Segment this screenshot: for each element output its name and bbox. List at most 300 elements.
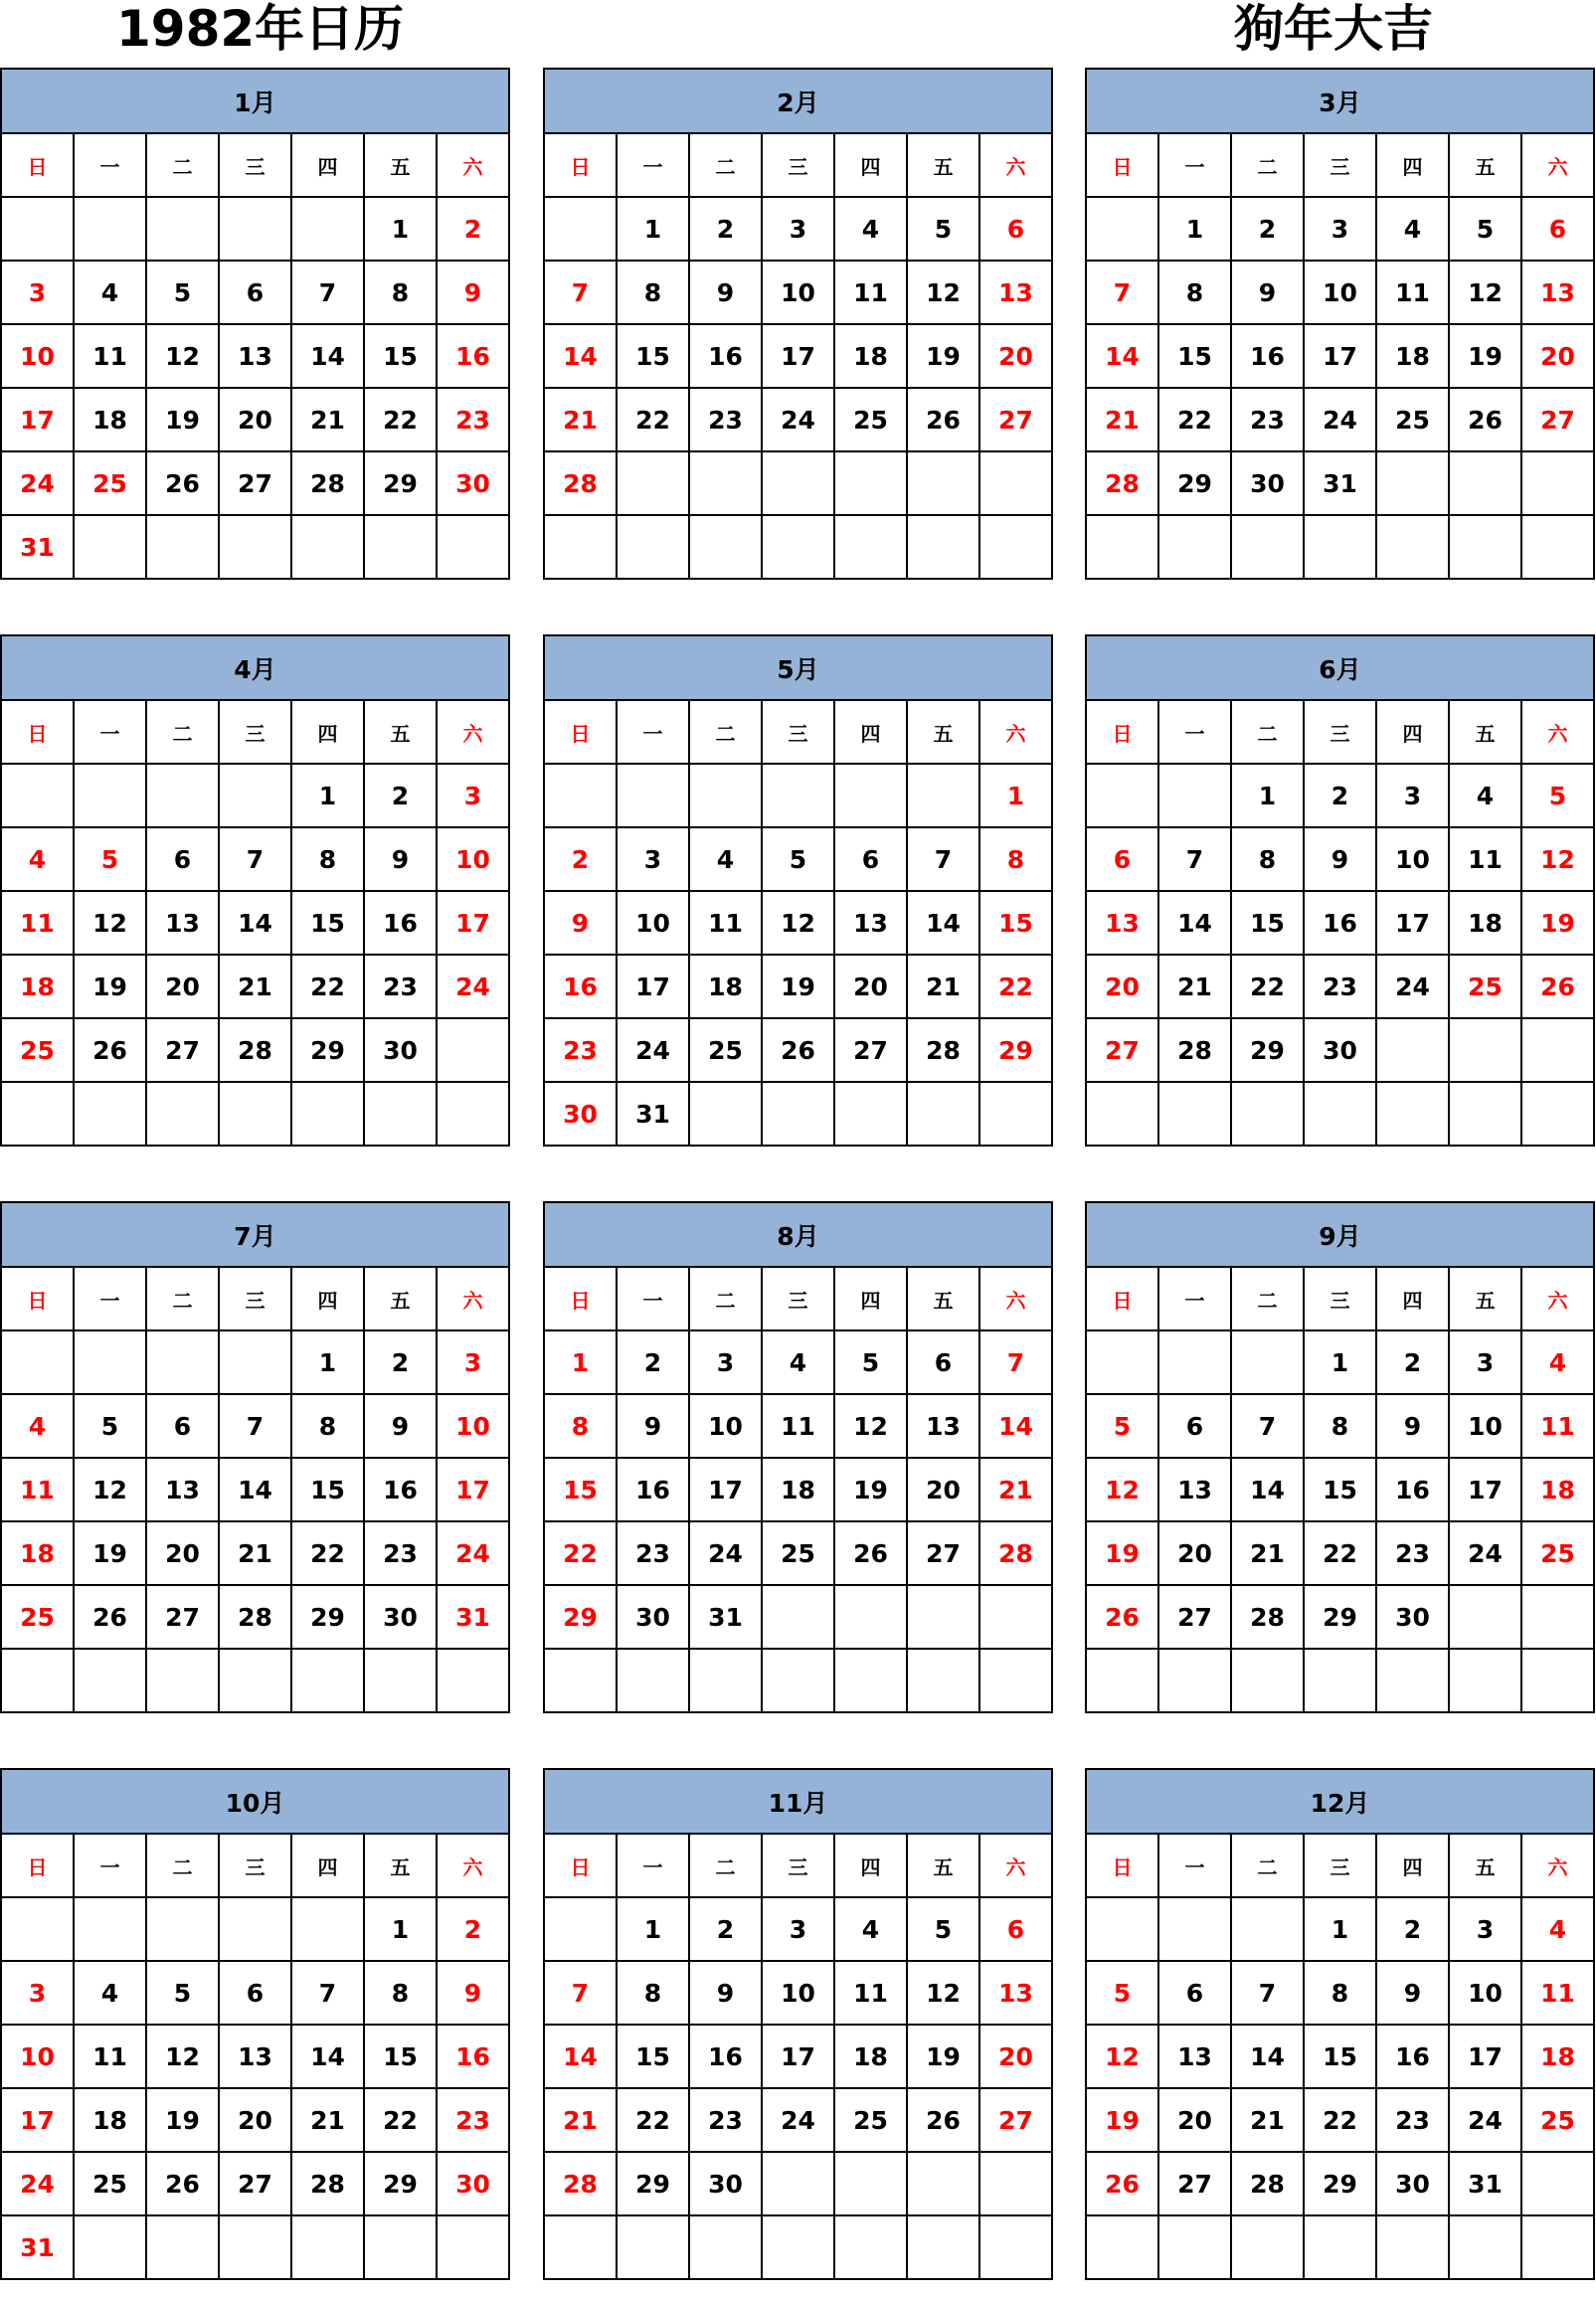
empty-cell — [1304, 1082, 1376, 1146]
week-row — [1, 891, 509, 955]
day-cell: 8 — [364, 261, 437, 324]
empty-cell — [219, 1649, 291, 1712]
empty-cell — [74, 764, 146, 827]
day-cell: 22 — [364, 2088, 437, 2152]
week-row — [544, 2152, 1052, 2215]
day-cell: 11 — [1521, 1394, 1594, 1458]
day-cell: 20 — [1086, 955, 1158, 1018]
weekday-label: 日 — [1086, 700, 1158, 764]
day-cell: 23 — [1231, 388, 1304, 451]
day-cell: 19 — [1086, 2088, 1158, 2152]
weekday-label: 五 — [907, 1267, 979, 1330]
empty-cell — [834, 764, 907, 827]
day-cell: 1 — [291, 1330, 364, 1394]
day-cell: 24 — [762, 388, 834, 451]
day-cell: 5 — [1086, 1394, 1158, 1458]
day-cell: 16 — [1376, 2025, 1449, 2088]
day-cell: 31 — [617, 1082, 689, 1146]
weekday-label: 六 — [437, 700, 509, 764]
day-cell: 13 — [219, 324, 291, 388]
day-cell: 9 — [617, 1394, 689, 1458]
weekday-label: 五 — [1449, 1834, 1521, 1897]
day-cell: 8 — [1304, 1394, 1376, 1458]
weekday-label: 日 — [1086, 133, 1158, 197]
month-calendar — [543, 1768, 1053, 2300]
day-cell: 15 — [1231, 891, 1304, 955]
day-cell: 2 — [689, 1897, 762, 1961]
week-row — [1086, 197, 1594, 261]
weekday-label: 五 — [364, 1834, 437, 1897]
day-cell: 29 — [617, 2152, 689, 2215]
day-cell: 7 — [544, 1961, 617, 2025]
month-calendar — [1085, 1201, 1595, 1733]
day-cell: 19 — [74, 955, 146, 1018]
day-cell: 12 — [762, 891, 834, 955]
week-row — [544, 955, 1052, 1018]
empty-cell — [219, 1082, 291, 1146]
week-row — [1, 2152, 509, 2215]
day-cell: 22 — [1304, 1521, 1376, 1585]
day-cell: 19 — [1521, 891, 1594, 955]
day-cell: 16 — [689, 2025, 762, 2088]
day-cell: 18 — [1449, 891, 1521, 955]
empty-cell — [74, 1897, 146, 1961]
day-cell: 2 — [689, 197, 762, 261]
day-cell: 22 — [617, 388, 689, 451]
day-cell: 8 — [617, 261, 689, 324]
weekday-label: 一 — [74, 133, 146, 197]
month-calendar — [543, 68, 1053, 600]
day-cell: 7 — [291, 261, 364, 324]
day-cell: 5 — [1521, 764, 1594, 827]
day-cell: 15 — [617, 324, 689, 388]
weekday-label: 六 — [437, 1267, 509, 1330]
month-calendar — [543, 634, 1053, 1166]
empty-cell — [544, 764, 617, 827]
weekday-label: 六 — [437, 133, 509, 197]
week-row — [544, 1897, 1052, 1961]
empty-cell — [437, 1018, 509, 1082]
day-cell: 7 — [1231, 1394, 1304, 1458]
day-cell: 22 — [1158, 388, 1231, 451]
empty-cell — [1376, 2215, 1449, 2279]
week-row — [1, 1018, 509, 1082]
weekday-label: 日 — [1, 1267, 74, 1330]
month-table — [543, 1201, 1053, 1713]
day-cell: 24 — [437, 955, 509, 1018]
day-cell: 14 — [219, 1458, 291, 1521]
empty-cell — [1158, 764, 1231, 827]
day-cell: 11 — [834, 1961, 907, 2025]
day-cell: 5 — [74, 1394, 146, 1458]
empty-cell — [762, 1082, 834, 1146]
empty-cell — [907, 764, 979, 827]
day-cell: 25 — [1, 1018, 74, 1082]
month-table — [543, 634, 1053, 1147]
week-row — [1086, 1458, 1594, 1521]
day-cell: 31 — [689, 1585, 762, 1649]
day-cell: 5 — [146, 1961, 219, 2025]
day-cell: 19 — [146, 388, 219, 451]
weekday-label: 二 — [689, 700, 762, 764]
day-cell: 24 — [1, 451, 74, 515]
week-row — [1086, 2215, 1594, 2279]
empty-cell — [1, 1897, 74, 1961]
empty-cell — [1158, 1897, 1231, 1961]
day-cell: 28 — [291, 2152, 364, 2215]
day-cell: 16 — [1304, 891, 1376, 955]
day-cell: 14 — [979, 1394, 1052, 1458]
day-cell: 7 — [1158, 827, 1231, 891]
week-row — [1, 261, 509, 324]
day-cell: 11 — [762, 1394, 834, 1458]
day-cell: 16 — [437, 324, 509, 388]
empty-cell — [1304, 515, 1376, 579]
weekday-label: 四 — [1376, 1834, 1449, 1897]
week-row — [1086, 1585, 1594, 1649]
day-cell: 23 — [689, 388, 762, 451]
day-cell: 13 — [834, 891, 907, 955]
day-cell: 9 — [1376, 1961, 1449, 2025]
day-cell: 22 — [979, 955, 1052, 1018]
day-cell: 18 — [1376, 324, 1449, 388]
day-cell: 31 — [1449, 2152, 1521, 2215]
day-cell: 22 — [1231, 955, 1304, 1018]
day-cell: 15 — [1304, 1458, 1376, 1521]
day-cell: 18 — [74, 388, 146, 451]
day-cell: 14 — [291, 2025, 364, 2088]
day-cell: 10 — [1376, 827, 1449, 891]
day-cell: 27 — [1158, 2152, 1231, 2215]
day-cell: 1 — [617, 1897, 689, 1961]
week-row — [1086, 2025, 1594, 2088]
day-cell: 29 — [1158, 451, 1231, 515]
weekday-label: 三 — [1304, 1267, 1376, 1330]
weekday-label: 四 — [1376, 133, 1449, 197]
empty-cell — [291, 1649, 364, 1712]
weekday-label: 五 — [907, 700, 979, 764]
day-cell: 28 — [544, 451, 617, 515]
day-cell: 8 — [364, 1961, 437, 2025]
empty-cell — [1449, 451, 1521, 515]
week-row — [544, 324, 1052, 388]
week-row — [544, 827, 1052, 891]
day-cell: 23 — [364, 955, 437, 1018]
day-cell: 13 — [979, 1961, 1052, 2025]
empty-cell — [219, 2215, 291, 2279]
day-cell: 1 — [1231, 764, 1304, 827]
empty-cell — [979, 451, 1052, 515]
weekday-label: 六 — [1521, 133, 1594, 197]
weekday-label: 二 — [689, 1834, 762, 1897]
day-cell: 1 — [291, 764, 364, 827]
day-cell: 18 — [689, 955, 762, 1018]
day-cell: 4 — [1521, 1897, 1594, 1961]
day-cell: 28 — [544, 2152, 617, 2215]
day-cell: 2 — [1376, 1897, 1449, 1961]
week-row — [1, 2025, 509, 2088]
day-cell: 20 — [146, 955, 219, 1018]
empty-cell — [907, 2152, 979, 2215]
weekday-label: 六 — [1521, 700, 1594, 764]
weekday-label: 四 — [834, 1267, 907, 1330]
day-cell: 4 — [762, 1330, 834, 1394]
empty-cell — [617, 1649, 689, 1712]
day-cell: 15 — [979, 891, 1052, 955]
day-cell: 15 — [1304, 2025, 1376, 2088]
weekday-label: 二 — [1231, 1267, 1304, 1330]
day-cell: 25 — [1, 1585, 74, 1649]
empty-cell — [689, 1649, 762, 1712]
week-row — [544, 515, 1052, 579]
day-cell: 13 — [1086, 891, 1158, 955]
weekday-label: 一 — [74, 1267, 146, 1330]
day-cell: 2 — [437, 197, 509, 261]
empty-cell — [617, 451, 689, 515]
empty-cell — [544, 197, 617, 261]
day-cell: 6 — [834, 827, 907, 891]
empty-cell — [146, 1897, 219, 1961]
empty-cell — [1158, 1082, 1231, 1146]
day-cell: 26 — [146, 2152, 219, 2215]
weekday-label: 二 — [689, 133, 762, 197]
day-cell: 12 — [74, 1458, 146, 1521]
month-header: 8月 — [544, 1202, 1052, 1267]
day-cell: 20 — [1158, 2088, 1231, 2152]
week-row — [1086, 388, 1594, 451]
empty-cell — [437, 1082, 509, 1146]
day-cell: 20 — [219, 388, 291, 451]
day-cell: 26 — [74, 1585, 146, 1649]
week-row — [1, 1649, 509, 1712]
week-row — [1086, 764, 1594, 827]
day-cell: 16 — [1231, 324, 1304, 388]
day-cell: 1 — [1304, 1897, 1376, 1961]
week-row — [544, 891, 1052, 955]
month-header: 6月 — [1086, 635, 1594, 700]
day-cell: 28 — [979, 1521, 1052, 1585]
weekday-label: 六 — [979, 133, 1052, 197]
day-cell: 17 — [1304, 324, 1376, 388]
week-row — [1, 1961, 509, 2025]
day-cell: 2 — [364, 764, 437, 827]
month-table — [0, 68, 510, 580]
empty-cell — [834, 1082, 907, 1146]
day-cell: 20 — [907, 1458, 979, 1521]
day-cell: 4 — [1521, 1330, 1594, 1394]
day-cell: 10 — [437, 1394, 509, 1458]
month-header: 1月 — [1, 69, 509, 133]
day-cell: 15 — [291, 1458, 364, 1521]
weekday-label: 五 — [1449, 133, 1521, 197]
empty-cell — [1449, 2215, 1521, 2279]
week-row — [544, 388, 1052, 451]
day-cell: 3 — [1, 261, 74, 324]
week-row — [544, 1394, 1052, 1458]
empty-cell — [689, 2215, 762, 2279]
weekday-label: 二 — [1231, 700, 1304, 764]
day-cell: 21 — [544, 388, 617, 451]
day-cell: 19 — [1449, 324, 1521, 388]
day-cell: 12 — [834, 1394, 907, 1458]
day-cell: 13 — [907, 1394, 979, 1458]
week-row — [1086, 1521, 1594, 1585]
day-cell: 6 — [907, 1330, 979, 1394]
day-cell: 14 — [1231, 1458, 1304, 1521]
day-cell: 9 — [364, 1394, 437, 1458]
day-cell: 26 — [907, 2088, 979, 2152]
empty-cell — [1231, 1897, 1304, 1961]
day-cell: 12 — [1086, 2025, 1158, 2088]
day-cell: 7 — [219, 1394, 291, 1458]
day-cell: 27 — [1521, 388, 1594, 451]
day-cell: 24 — [617, 1018, 689, 1082]
day-cell: 11 — [834, 261, 907, 324]
day-cell: 12 — [1521, 827, 1594, 891]
empty-cell — [1, 197, 74, 261]
day-cell: 6 — [1158, 1961, 1231, 2025]
weekday-label: 一 — [1158, 700, 1231, 764]
empty-cell — [689, 515, 762, 579]
empty-cell — [1521, 1585, 1594, 1649]
empty-cell — [1304, 1649, 1376, 1712]
day-cell: 8 — [1304, 1961, 1376, 2025]
week-row — [1, 1897, 509, 1961]
day-cell: 6 — [1521, 197, 1594, 261]
empty-cell — [979, 515, 1052, 579]
day-cell: 24 — [1304, 388, 1376, 451]
day-cell: 8 — [1158, 261, 1231, 324]
day-cell: 5 — [1086, 1961, 1158, 2025]
day-cell: 30 — [1376, 2152, 1449, 2215]
empty-cell — [364, 2215, 437, 2279]
day-cell: 25 — [1376, 388, 1449, 451]
day-cell: 11 — [689, 891, 762, 955]
day-cell: 1 — [979, 764, 1052, 827]
day-cell: 20 — [146, 1521, 219, 1585]
weekday-label: 四 — [291, 700, 364, 764]
week-row — [1, 764, 509, 827]
day-cell: 24 — [437, 1521, 509, 1585]
empty-cell — [907, 1649, 979, 1712]
month-calendar — [0, 1201, 510, 1733]
week-row — [1086, 2088, 1594, 2152]
day-cell: 1 — [1158, 197, 1231, 261]
day-cell: 26 — [1449, 388, 1521, 451]
day-cell: 8 — [291, 1394, 364, 1458]
day-cell: 30 — [437, 2152, 509, 2215]
day-cell: 17 — [762, 324, 834, 388]
empty-cell — [364, 515, 437, 579]
empty-cell — [1376, 1082, 1449, 1146]
day-cell: 12 — [907, 261, 979, 324]
empty-cell — [1521, 1649, 1594, 1712]
week-row — [1086, 1897, 1594, 1961]
day-cell: 9 — [437, 261, 509, 324]
empty-cell — [544, 1897, 617, 1961]
week-row — [1086, 324, 1594, 388]
day-cell: 17 — [1449, 1458, 1521, 1521]
empty-cell — [1086, 1897, 1158, 1961]
week-row — [1, 955, 509, 1018]
day-cell: 11 — [1449, 827, 1521, 891]
week-row — [1, 2215, 509, 2279]
day-cell: 21 — [1231, 1521, 1304, 1585]
day-cell: 23 — [544, 1018, 617, 1082]
week-row — [544, 2025, 1052, 2088]
week-row — [544, 2088, 1052, 2152]
day-cell: 7 — [1231, 1961, 1304, 2025]
day-cell: 5 — [146, 261, 219, 324]
weekday-label: 三 — [762, 700, 834, 764]
empty-cell — [762, 1649, 834, 1712]
day-cell: 12 — [146, 324, 219, 388]
day-cell: 3 — [762, 1897, 834, 1961]
day-cell: 2 — [437, 1897, 509, 1961]
day-cell: 14 — [544, 2025, 617, 2088]
empty-cell — [834, 451, 907, 515]
day-cell: 23 — [617, 1521, 689, 1585]
month-header: 9月 — [1086, 1202, 1594, 1267]
day-cell: 18 — [74, 2088, 146, 2152]
week-row — [1, 515, 509, 579]
empty-cell — [1158, 2215, 1231, 2279]
week-row — [1086, 955, 1594, 1018]
day-cell: 13 — [979, 261, 1052, 324]
day-cell: 6 — [219, 1961, 291, 2025]
day-cell: 21 — [907, 955, 979, 1018]
empty-cell — [1231, 1082, 1304, 1146]
day-cell: 19 — [762, 955, 834, 1018]
month-calendar — [0, 68, 510, 600]
day-cell: 20 — [1521, 324, 1594, 388]
weekday-label: 一 — [617, 1267, 689, 1330]
day-cell: 27 — [146, 1018, 219, 1082]
weekday-label: 六 — [979, 1834, 1052, 1897]
day-cell: 11 — [74, 2025, 146, 2088]
day-cell: 13 — [1158, 2025, 1231, 2088]
empty-cell — [1231, 515, 1304, 579]
weekday-label: 日 — [1086, 1267, 1158, 1330]
day-cell: 28 — [1086, 451, 1158, 515]
weekday-label: 四 — [1376, 700, 1449, 764]
day-cell: 23 — [1376, 2088, 1449, 2152]
day-cell: 7 — [907, 827, 979, 891]
day-cell: 9 — [1376, 1394, 1449, 1458]
day-cell: 23 — [437, 388, 509, 451]
day-cell: 30 — [1231, 451, 1304, 515]
month-calendar — [1085, 68, 1595, 600]
day-cell: 16 — [617, 1458, 689, 1521]
day-cell: 22 — [364, 388, 437, 451]
day-cell: 28 — [219, 1018, 291, 1082]
day-cell: 18 — [834, 2025, 907, 2088]
day-cell: 10 — [689, 1394, 762, 1458]
week-row — [1086, 1649, 1594, 1712]
day-cell: 11 — [74, 324, 146, 388]
empty-cell — [544, 2215, 617, 2279]
weekday-label: 三 — [762, 133, 834, 197]
empty-cell — [74, 1082, 146, 1146]
day-cell: 16 — [544, 955, 617, 1018]
day-cell: 16 — [1376, 1458, 1449, 1521]
empty-cell — [544, 1649, 617, 1712]
week-row — [1, 2088, 509, 2152]
day-cell: 23 — [1304, 955, 1376, 1018]
day-cell: 12 — [1449, 261, 1521, 324]
day-cell: 4 — [74, 1961, 146, 2025]
week-row — [1086, 1082, 1594, 1146]
